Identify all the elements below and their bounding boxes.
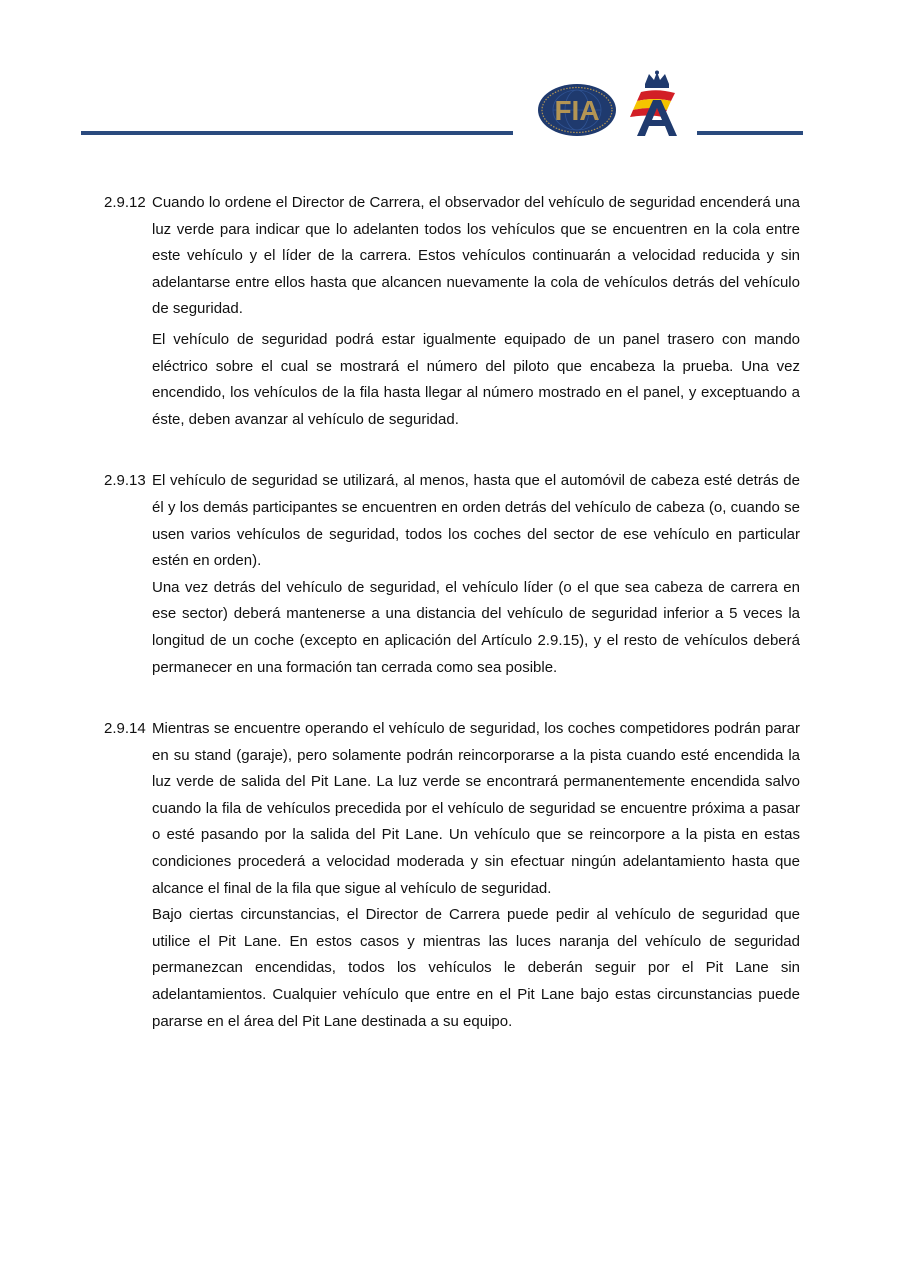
- fia-logo-text: FIA: [554, 95, 600, 126]
- fia-logo: [536, 82, 618, 138]
- article-2-9-12: [104, 190, 800, 433]
- article-paragraph: El vehículo de seguridad podrá estar igualmente equipado de un panel trasero con mando eléctrico sobre el cual se mostrará el número del piloto que encabeza la prueba. Una vez encendido, los vehículos de la fila hasta llegar al número mostrado en el panel, y exceptuando a éste, deben avanzar al vehículo de seguridad.: [152, 330, 800, 428]
- document-body: [104, 190, 800, 1070]
- article-paragraph: Mientras se encuentre operando el vehículo de seguridad, los coches competidores podrán parar en su stand (garaje), pero solamente podrán reincorporarse a la pista cuando esté encendida la luz verde de salida del Pit Lane. La luz verde se encontrará permanentemente encendida salvo cuando la fila de vehículos precedida por el vehículo de seguridad se encuentre próxima a pasar o esté pasando por la salida del Pit Lane. Un vehículo que se reincorpore a la pista en estas condiciones procederá a velocidad moderada y sin efectuar ningún adelantamiento hasta que alcance el final de la fila que sigue al vehículo de seguridad.: [152, 720, 800, 897]
- article-number: 2.9.12: [104, 194, 146, 211]
- crown-icon: [645, 71, 669, 89]
- article-2-9-14: [104, 716, 800, 1035]
- article-paragraph: Una vez detrás del vehículo de seguridad, el vehículo líder (o el que sea cabeza de carrera en ese sector) deberá mantenerse a una distancia del vehículo de seguridad inferior a 5 veces la longitud de un coche (excepto en aplicación del Artículo 2.9.15), y el resto de vehículos deberá permanecer en una formación tan cerrada como sea posible.: [152, 578, 800, 676]
- article-paragraph: Bajo ciertas circunstancias, el Director de Carrera puede pedir al vehículo de seguridad que utilice el Pit Lane. En estos casos y mientras las luces naranja del vehículo de seguridad permanezcan encendidas, todos los vehículos le deberán seguir por el Pit Lane sin adelantamientos. Cualquier vehículo que entre en el Pit Lane bajo estas circunstancias puede pararse en el área del Pit Lane destinada a su equipo.: [152, 906, 800, 1030]
- article-paragraph: Cuando lo ordene el Director de Carrera, el observador del vehículo de seguridad encenderá una luz verde para indicar que lo adelanten todos los vehículos que se encuentren en la cola entre este vehículo y el líder de la carrera. Estos vehículos continuarán a velocidad reducida y sin adelantarse entre ellos hasta que alcancen nuevamente la cola de vehículos detrás del vehículo de seguridad.: [152, 194, 800, 318]
- header-rule-left: [81, 131, 513, 135]
- rfea-logo: [625, 70, 689, 138]
- article-paragraph: El vehículo de seguridad se utilizará, al menos, hasta que el automóvil de cabeza esté detrás de él y los demás participantes se encuentren en orden detrás del vehículo de cabeza (o, cuando se usen varios vehículos de seguridad, todos los coches del sector de ese vehículo en particular estén en orden).: [152, 472, 800, 570]
- article-number: 2.9.14: [104, 720, 146, 738]
- header-rule-right: [697, 131, 803, 135]
- article-number: 2.9.13: [104, 472, 146, 490]
- article-2-9-13: [104, 468, 800, 681]
